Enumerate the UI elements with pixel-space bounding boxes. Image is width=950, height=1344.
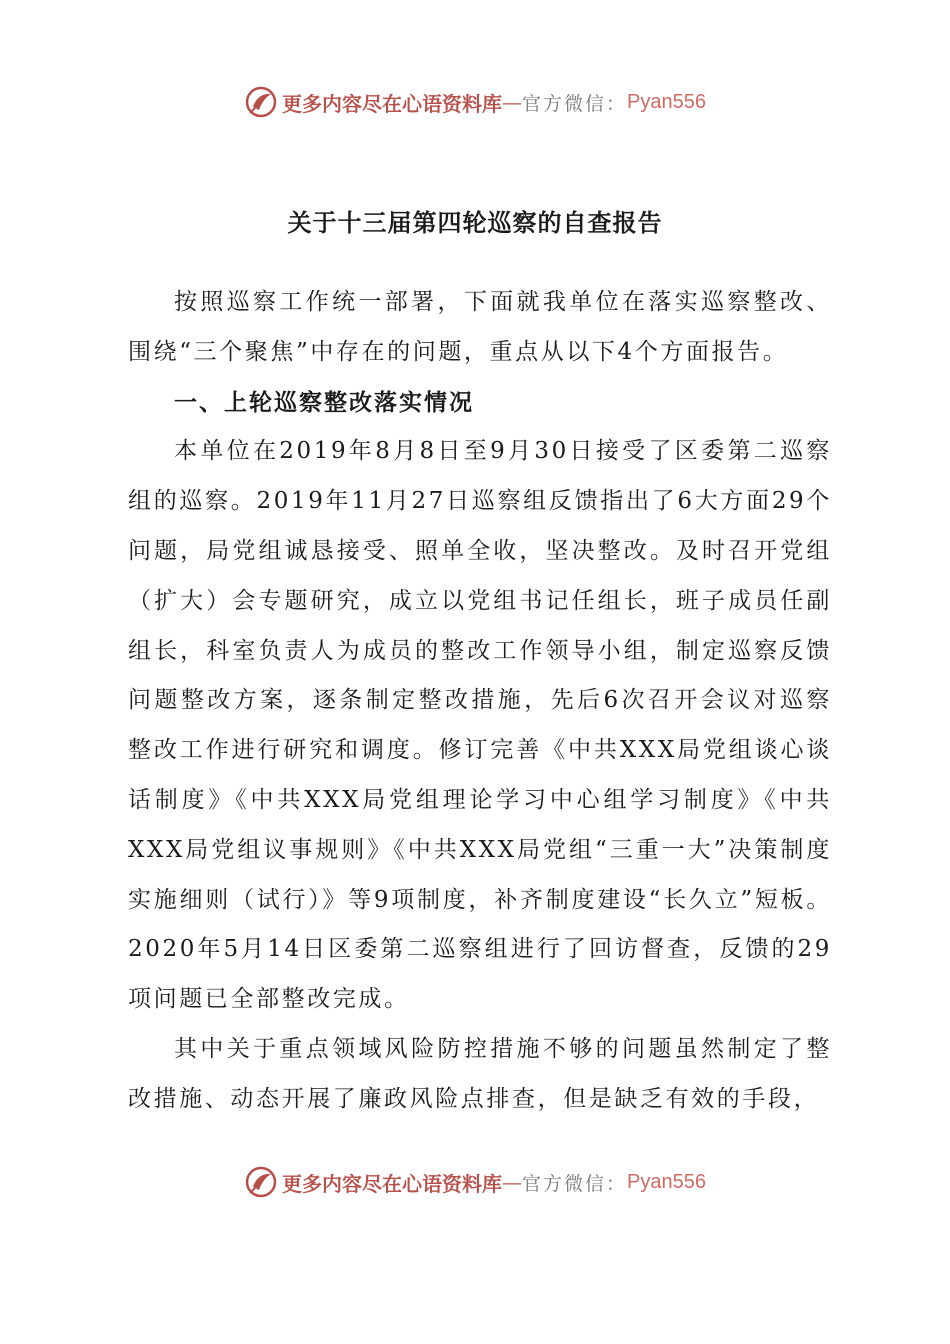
banner-wechat-label: 官方微信： <box>522 1172 628 1195</box>
brand-logo-icon <box>244 85 278 119</box>
document-body <box>128 278 832 1125</box>
brand-logo-icon <box>244 1165 278 1199</box>
banner-separator: — <box>502 90 522 114</box>
body-paragraph: 其中关于重点领域风险防控措施不够的问题虽然制定了整改措施、动态开展了廉政风险点排查，但是缺乏有效的手段， <box>128 1035 832 1112</box>
section-heading: 一、上轮巡察整改落实情况 <box>174 388 474 416</box>
intro-paragraph: 按照巡察工作统一部署，下面就我单位在落实巡察整改、围绕“三个聚焦”中存在的问题，重点从以下4个方面报告。 <box>128 289 832 365</box>
banner-main-text: 更多内容尽在心语资料库 <box>282 91 502 116</box>
banner-separator: — <box>502 1170 522 1194</box>
header-watermark-banner <box>0 82 950 122</box>
banner-wechat-label: 官方微信： <box>522 92 628 115</box>
banner-wechat-id: Pyan556 <box>627 90 706 113</box>
banner-wechat-id: Pyan556 <box>627 1170 706 1193</box>
footer-watermark-banner <box>0 1162 950 1202</box>
banner-main-text: 更多内容尽在心语资料库 <box>282 1171 502 1196</box>
body-paragraph: 本单位在2019年8月8日至9月30日接受了区委第二巡察组的巡察。2019年11月27日巡察组反馈指出了6大方面29个问题，局党组诚恳接受、照单全收，坚决整改。及时召开党组（扩大）会专题研究，成立以党组书记任组长，班子成员任副组长，科室负责人为成员的整改工作领导小组，制定巡察反馈问题整改方案，逐条制定整改措施，先后6次召开会议对巡察整改工作进行研究和调度。修订完善《中共XXX局党组谈心谈话制度》《中共XXX局党组理论学习中心组学习制度》《中共XXX局党组议事规则》《中共XXX局党组“三重一大”决策制度实施细则（试行）》等9项制度，补齐制度建设“长久立”短板。2020年5月14日区委第二巡察组进行了回访督查，反馈的29项问题已全部整改完成。 <box>128 438 832 1013</box>
document-title: 关于十三届第四轮巡察的自查报告 <box>287 208 663 237</box>
